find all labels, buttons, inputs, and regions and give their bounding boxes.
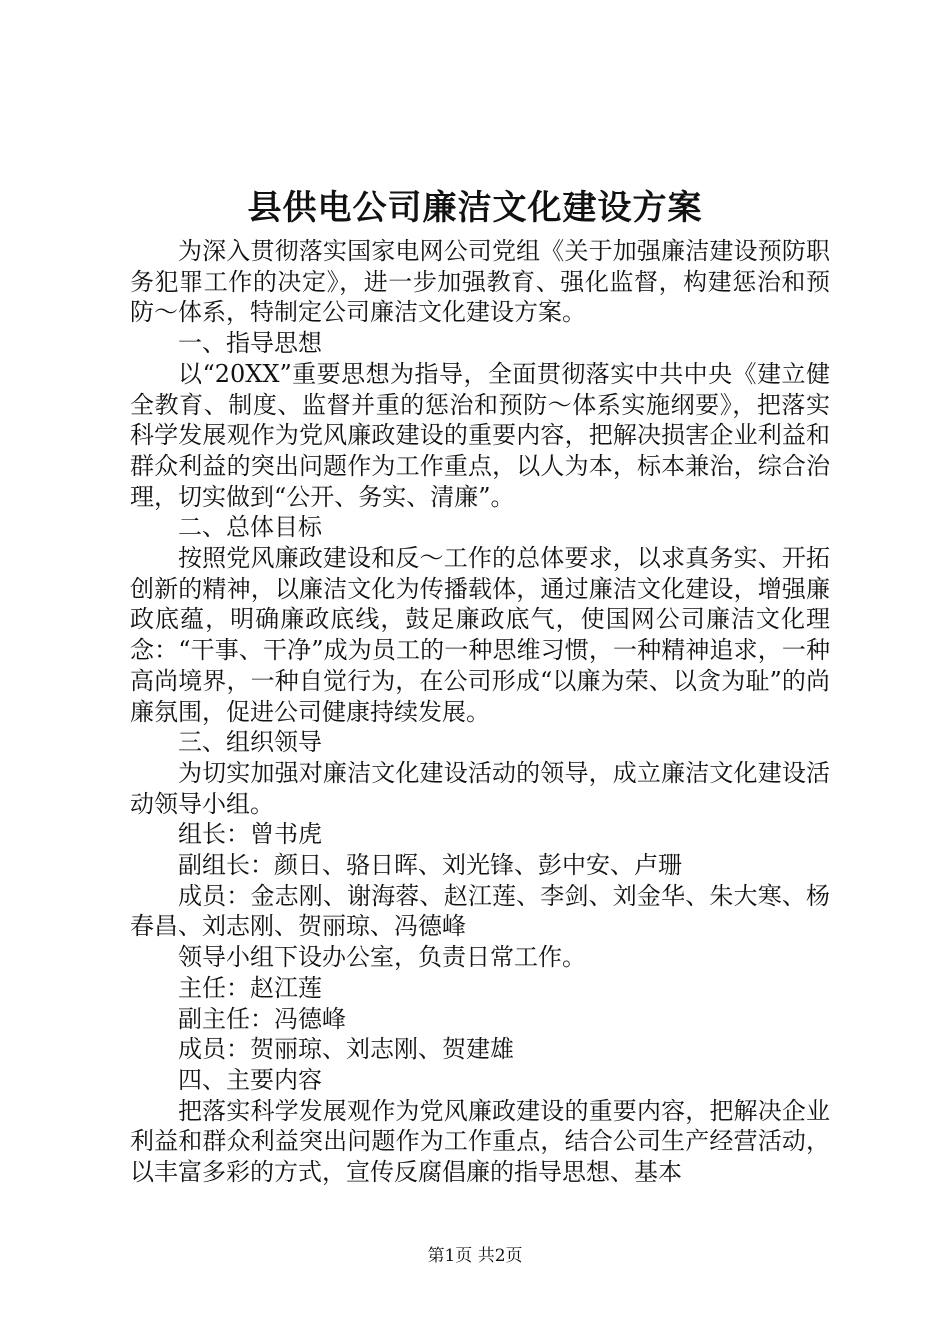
organization-paragraph: 为切实加强对廉洁文化建设活动的领导，成立廉洁文化建设活动领导小组。 bbox=[130, 758, 830, 818]
members-line: 成员：金志刚、谢海蓉、赵江莲、李剑、刘金华、朱大寒、杨春昌、刘志刚、贺丽琼、冯德峰 bbox=[130, 881, 830, 941]
office-line: 领导小组下设办公室，负责日常工作。 bbox=[178, 943, 586, 972]
page-footer: 第1页 共2页 bbox=[427, 1246, 523, 1266]
section-heading-main-content: 四、主要内容 bbox=[178, 1065, 322, 1094]
section-heading-overall-goal: 二、总体目标 bbox=[178, 513, 322, 542]
guiding-ideology-paragraph: 以“20XX”重要思想为指导，全面贯彻落实中共中央《建立健全教育、制度、监督并重的惩治和预防～体系实施纲要》，把落实科学发展观作为党风廉政建设的重要内容，把解决损害企业利益和群众利益的突出问题作为工作重点，以人为本，标本兼治，综合治理，切实做到“公开、务实、清廉”。 bbox=[130, 359, 830, 511]
overall-goal-paragraph: 按照党风廉政建设和反～工作的总体要求，以求真务实、开拓创新的精神，以廉洁文化为传播载体，通过廉洁文化建设，增强廉政底蕴，明确廉政底线，鼓足廉政底气，使国网公司廉洁文化理念：“干事、干净”成为员工的一种思维习惯，一种精神追求，一种高尚境界，一种自觉行为，在公司形成“以廉为荣、以贪为耻”的尚廉氛围，促进公司健康持续发展。 bbox=[130, 544, 830, 726]
group-leader-line: 组长：曾书虎 bbox=[178, 820, 322, 849]
document-body bbox=[130, 236, 830, 1188]
section-heading-guiding-ideology: 一、指导思想 bbox=[178, 329, 322, 358]
main-content-paragraph: 把落实科学发展观作为党风廉政建设的重要内容，把解决企业利益和群众利益突出问题作为工作重点，结合公司生产经营活动，以丰富多彩的方式，宣传反腐倡廉的指导思想、基本 bbox=[130, 1096, 830, 1187]
document-title: 县供电公司廉洁文化建设方案 bbox=[247, 188, 703, 228]
director-line: 主任：赵江莲 bbox=[178, 973, 322, 1002]
office-members-line: 成员：贺丽琼、刘志刚、贺建雄 bbox=[178, 1035, 514, 1064]
deputy-director-line: 副主任：冯德峰 bbox=[178, 1004, 346, 1033]
section-heading-organization: 三、组织领导 bbox=[178, 728, 322, 757]
intro-paragraph: 为深入贯彻落实国家电网公司党组《关于加强廉洁建设预防职务犯罪工作的决定》，进一步加强教育、强化监督，构建惩治和预防～体系，特制定公司廉洁文化建设方案。 bbox=[130, 237, 830, 327]
deputy-leader-line: 副组长：颜日、骆日晖、刘光锋、彭中安、卢珊 bbox=[178, 851, 682, 880]
